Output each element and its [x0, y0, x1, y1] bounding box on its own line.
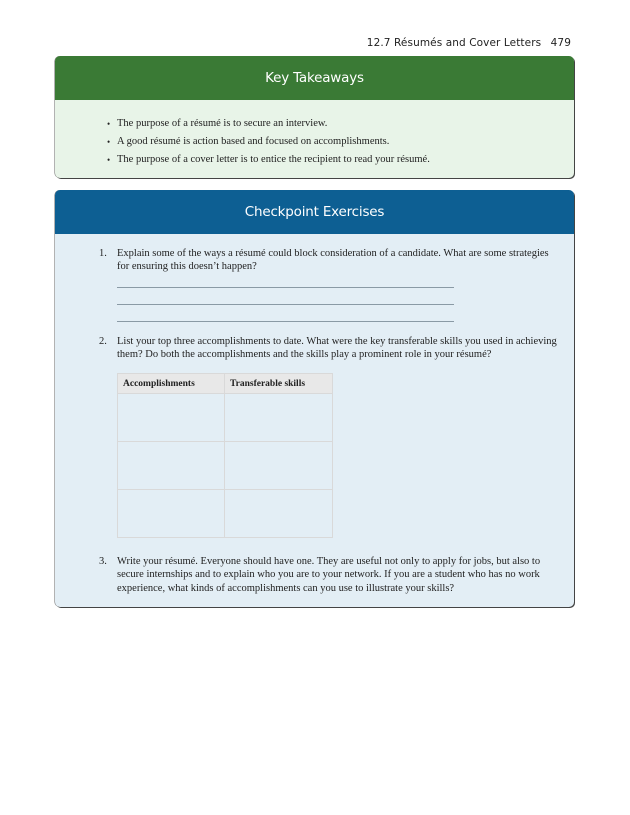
column-header-accomplishments: Accomplishments	[118, 374, 225, 394]
answer-line[interactable]	[117, 287, 454, 288]
table-cell[interactable]	[225, 442, 333, 490]
running-header	[367, 37, 571, 49]
section-title: 12.7 Résumés and Cover Letters	[366, 37, 542, 49]
exercise-number: 3.	[99, 556, 107, 567]
checkpoint-exercises-box	[55, 190, 574, 607]
table-row	[118, 490, 333, 538]
table-row	[118, 442, 333, 490]
answer-line[interactable]	[117, 321, 454, 322]
table-cell[interactable]	[118, 490, 225, 538]
accomplishments-table	[117, 373, 333, 538]
exercise-text: Explain some of the ways a résumé could block consideration of a candidate. What are some strategies for ensuring this doesn’t happen?	[117, 248, 549, 273]
takeaways-list	[107, 115, 430, 169]
takeaway-item: • The purpose of a résumé is to secure an interview.	[107, 115, 430, 133]
table-cell[interactable]	[118, 442, 225, 490]
exercise-1	[99, 247, 559, 274]
takeaway-item: • A good résumé is action based and focused on accomplishments.	[107, 133, 430, 151]
table-cell[interactable]	[225, 394, 333, 442]
key-takeaways-box	[55, 56, 574, 178]
key-takeaways-title: Key Takeaways	[265, 70, 364, 86]
checkpoint-exercises-header	[55, 190, 574, 234]
key-takeaways-header	[55, 56, 574, 100]
page-number: 479	[550, 37, 571, 49]
exercise-text: List your top three accomplishments to date. What were the key transferable skills you used in achieving them? Do both the accomplishments and the skills play a prominent role in your résumé?	[117, 336, 557, 361]
exercise-text: Write your résumé. Everyone should have one. They are useful not only to apply for jobs, but also to secure internships and to explain who you are to your network. If you are a student who has no work experience, what kinds of accomplishments can you use to illustrate your skills?	[117, 556, 541, 594]
checkpoint-exercises-title: Checkpoint Exercises	[244, 204, 385, 220]
table-header-row	[118, 374, 333, 394]
table-row	[118, 394, 333, 442]
column-header-transferable-skills: Transferable skills	[225, 374, 333, 394]
exercise-2	[99, 335, 559, 362]
exercise-number: 2.	[99, 336, 107, 347]
table-cell[interactable]	[118, 394, 225, 442]
takeaway-item: • The purpose of a cover letter is to entice the recipient to read your résumé.	[107, 151, 430, 169]
exercise-3	[99, 555, 559, 595]
table-cell[interactable]	[225, 490, 333, 538]
exercise-number: 1.	[99, 248, 107, 259]
answer-line[interactable]	[117, 304, 454, 305]
